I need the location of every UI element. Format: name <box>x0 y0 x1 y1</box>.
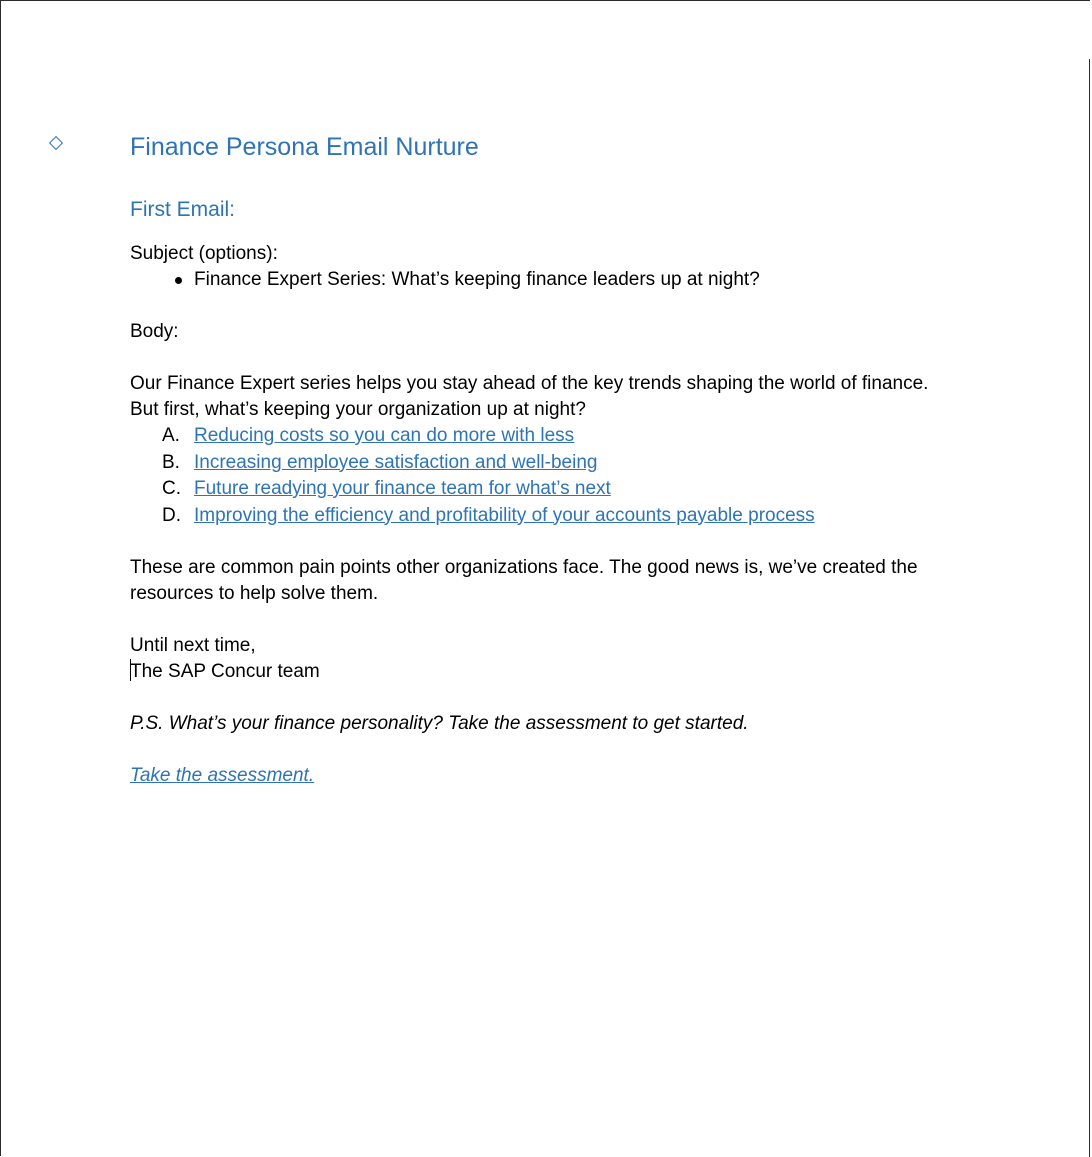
signoff-line-2: The SAP Concur team <box>130 661 320 682</box>
signoff-line-1[interactable]: Until next time, <box>130 635 256 656</box>
subject-label[interactable]: Subject (options): <box>130 243 278 264</box>
intro-line-2[interactable]: But first, what’s keeping your organization up at night? <box>130 399 586 420</box>
ps-note[interactable]: P.S. What’s your finance personality? Take the assessment to get started. <box>130 713 749 734</box>
pain-points-line-2[interactable]: resources to help solve them. <box>130 583 379 604</box>
option-marker: A. <box>162 425 180 446</box>
option-item-b <box>130 450 970 477</box>
take-assessment-link[interactable]: Take the assessment. <box>130 765 315 786</box>
option-item-c <box>130 476 970 503</box>
document-title[interactable]: Finance Persona Email Nurture <box>130 133 479 161</box>
pain-points-line-1[interactable]: These are common pain points other organizations face. The good news is, we’ve created the <box>130 557 918 578</box>
option-item-d <box>130 503 970 530</box>
option-item-a <box>130 423 970 450</box>
signoff-line-2-row[interactable] <box>130 659 970 685</box>
bullet-dot-icon <box>175 277 182 284</box>
option-marker: C. <box>162 478 181 499</box>
option-link-reducing-costs[interactable]: Reducing costs so you can do more with less <box>194 425 575 446</box>
intro-line-1[interactable]: Our Finance Expert series helps you stay ahead of the key trends shaping the world of finance. <box>130 373 929 394</box>
option-link-employee-satisfaction[interactable]: Increasing employee satisfaction and well-being <box>194 451 598 473</box>
subject-option-text: Finance Expert Series: What’s keeping finance leaders up at night? <box>194 269 760 290</box>
option-marker: D. <box>162 504 181 526</box>
option-marker: B. <box>162 451 180 473</box>
body-label[interactable]: Body: <box>130 321 179 342</box>
option-link-future-readying[interactable]: Future readying your finance team for what’s next <box>194 478 611 499</box>
diamond-anchor-icon[interactable] <box>49 136 63 150</box>
page-edge-rule <box>1089 59 1090 1157</box>
section-heading[interactable]: First Email: <box>130 198 235 221</box>
subject-option-item[interactable] <box>130 267 970 293</box>
document-body <box>130 129 970 789</box>
option-link-accounts-payable[interactable]: Improving the efficiency and profitability of your accounts payable process <box>194 504 815 526</box>
